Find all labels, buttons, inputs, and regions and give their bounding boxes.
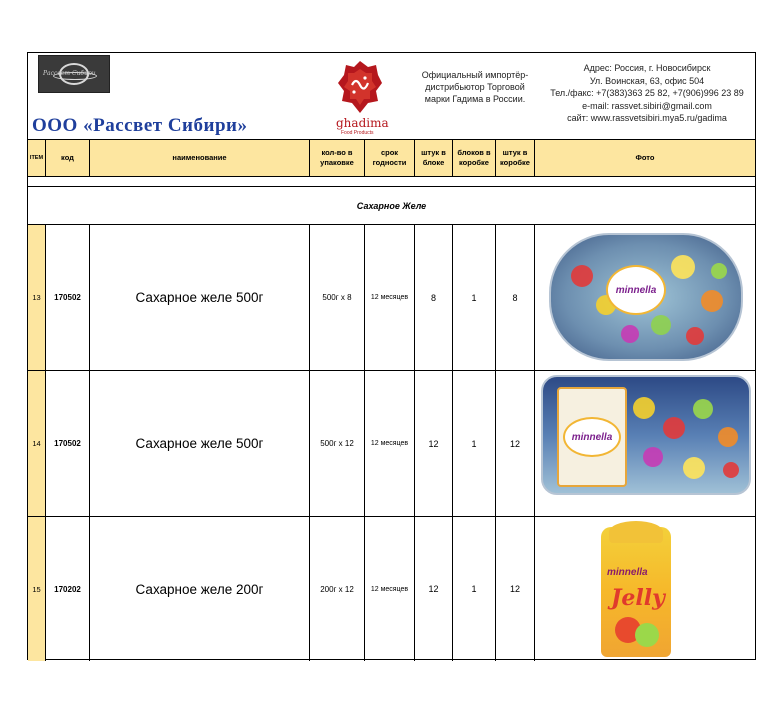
contact-block xyxy=(542,62,752,125)
row-name: Сахарное желе 500г xyxy=(90,225,310,370)
contact-website[interactable]: сайт: www.rassvetsibiri.mya5.ru/gadima xyxy=(567,113,727,123)
importer-text: Официальный импортёр-дистрибьютор Торговой марки Гадима в России. xyxy=(421,70,529,104)
row-blocks-per-box: 1 xyxy=(453,371,496,516)
row-per-box: 8 xyxy=(496,225,535,370)
document-header xyxy=(28,53,755,139)
row-per-block: 8 xyxy=(415,225,453,370)
round-jelly-tray-icon xyxy=(549,233,743,361)
contact-address: Адрес: Россия, г. Новосибирск xyxy=(583,63,711,73)
row-code: 170502 xyxy=(46,371,90,516)
col-photo: Фото xyxy=(635,153,655,162)
col-name: наименование xyxy=(90,140,310,176)
row-pack: 500г х 12 xyxy=(310,371,365,516)
rect-jelly-tray-icon xyxy=(541,375,751,495)
row-item: 13 xyxy=(28,225,46,370)
tray-label: minnella xyxy=(563,417,621,457)
bag-brand: minnella xyxy=(607,567,648,578)
contact-phone: Тел./факс: +7(383)363 25 82, +7(906)996 23 89 xyxy=(550,88,744,98)
ghadima-brand-name: ghadima xyxy=(336,116,389,130)
company-logo xyxy=(38,55,110,93)
row-term: 12 месяцев xyxy=(365,371,415,516)
row-per-block: 12 xyxy=(415,371,453,516)
contact-street: Ул. Воинская, 63, офис 504 xyxy=(589,75,705,86)
row-item: 15 xyxy=(28,517,46,661)
row-term: 12 месяцев xyxy=(365,517,415,661)
col-term: срок годности xyxy=(365,140,415,176)
contact-email[interactable]: e-mail: rassvet.sibiri@gmail.com xyxy=(582,100,712,111)
jelly-bag-icon xyxy=(601,527,671,657)
ghadima-emblem-icon xyxy=(338,59,382,115)
col-per-box: штук в коробке xyxy=(496,140,535,176)
row-photo xyxy=(535,371,755,516)
tray-label: minnella xyxy=(606,265,666,315)
logo-script-text: Рассвет Сибири xyxy=(43,70,96,77)
tray-label-card xyxy=(557,387,627,487)
spacer-row xyxy=(28,177,755,187)
row-code: 170202 xyxy=(46,517,90,661)
bag-title: Jelly xyxy=(611,585,665,611)
row-per-box: 12 xyxy=(496,371,535,516)
table-row xyxy=(28,371,755,517)
row-blocks-per-box: 1 xyxy=(453,517,496,661)
col-pack: кол-во в упаковке xyxy=(310,140,365,176)
row-per-box: 12 xyxy=(496,517,535,661)
row-blocks-per-box: 1 xyxy=(453,225,496,370)
col-code: код xyxy=(46,140,90,176)
col-blocks-per-box: блоков в коробке xyxy=(453,140,496,176)
ghadima-brand-sub: Food Products xyxy=(341,130,374,136)
row-photo xyxy=(535,517,755,661)
company-name: ООО «Рассвет Сибири» xyxy=(32,115,248,136)
ghadima-logo xyxy=(336,59,389,137)
table-row xyxy=(28,225,755,371)
col-per-block: штук в блоке xyxy=(415,140,453,176)
row-name: Сахарное желе 200г xyxy=(90,517,310,661)
price-list-sheet xyxy=(27,52,756,660)
row-code: 170502 xyxy=(46,225,90,370)
table-header xyxy=(28,139,755,177)
bag-top xyxy=(609,521,663,543)
row-pack: 500г х 8 xyxy=(310,225,365,370)
row-per-block: 12 xyxy=(415,517,453,661)
section-title: Сахарное Желе xyxy=(28,187,755,225)
row-item: 14 xyxy=(28,371,46,516)
col-item: ITEM xyxy=(28,140,46,176)
row-photo xyxy=(535,225,755,370)
row-name: Сахарное желе 500г xyxy=(90,371,310,516)
row-term: 12 месяцев xyxy=(365,225,415,370)
row-pack: 200г х 12 xyxy=(310,517,365,661)
table-row xyxy=(28,517,755,661)
